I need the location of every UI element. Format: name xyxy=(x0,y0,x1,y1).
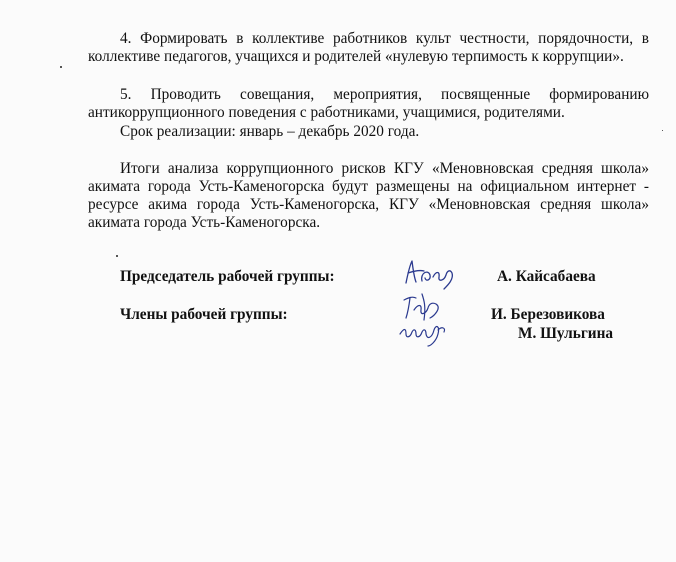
implementation-period: Срок реализации: январь – декабрь 2020 года. xyxy=(120,123,420,140)
members-signatures xyxy=(394,290,464,348)
chair-label: Председатель рабочей группы: xyxy=(120,268,335,285)
member-name-2: М. Шульгина xyxy=(518,325,614,342)
scan-speck xyxy=(60,66,62,68)
chair-signature xyxy=(400,255,462,291)
chair-name: А. Кайсабаева xyxy=(497,268,596,285)
paragraph-item-5: 5. Проводить совещания, мероприятия, посвященные формированию антикоррупционного поведения с работниками, учащимися, родителями. xyxy=(88,86,649,121)
scan-speck xyxy=(662,130,663,131)
paragraph-item-4: 4. Формировать в коллективе работников культ честности, порядочности, в коллективе педагогов, учащихся и родителей «нулевую терпимость к коррупции». xyxy=(88,30,649,65)
scan-speck xyxy=(116,255,118,257)
members-label: Члены рабочей группы: xyxy=(120,306,288,323)
analysis-results-paragraph: Итоги анализа коррупционного рисков КГУ «Меновновская средняя школа» акимата города Усть-Каменогорска будут размещены на официальном интернет - ресурсе акима города Усть-Каменогорска, КГУ «Меновновская средняя школа» акимата города Усть-Каменогорска. xyxy=(88,160,649,231)
member-name-1: И. Березовикова xyxy=(491,306,605,323)
